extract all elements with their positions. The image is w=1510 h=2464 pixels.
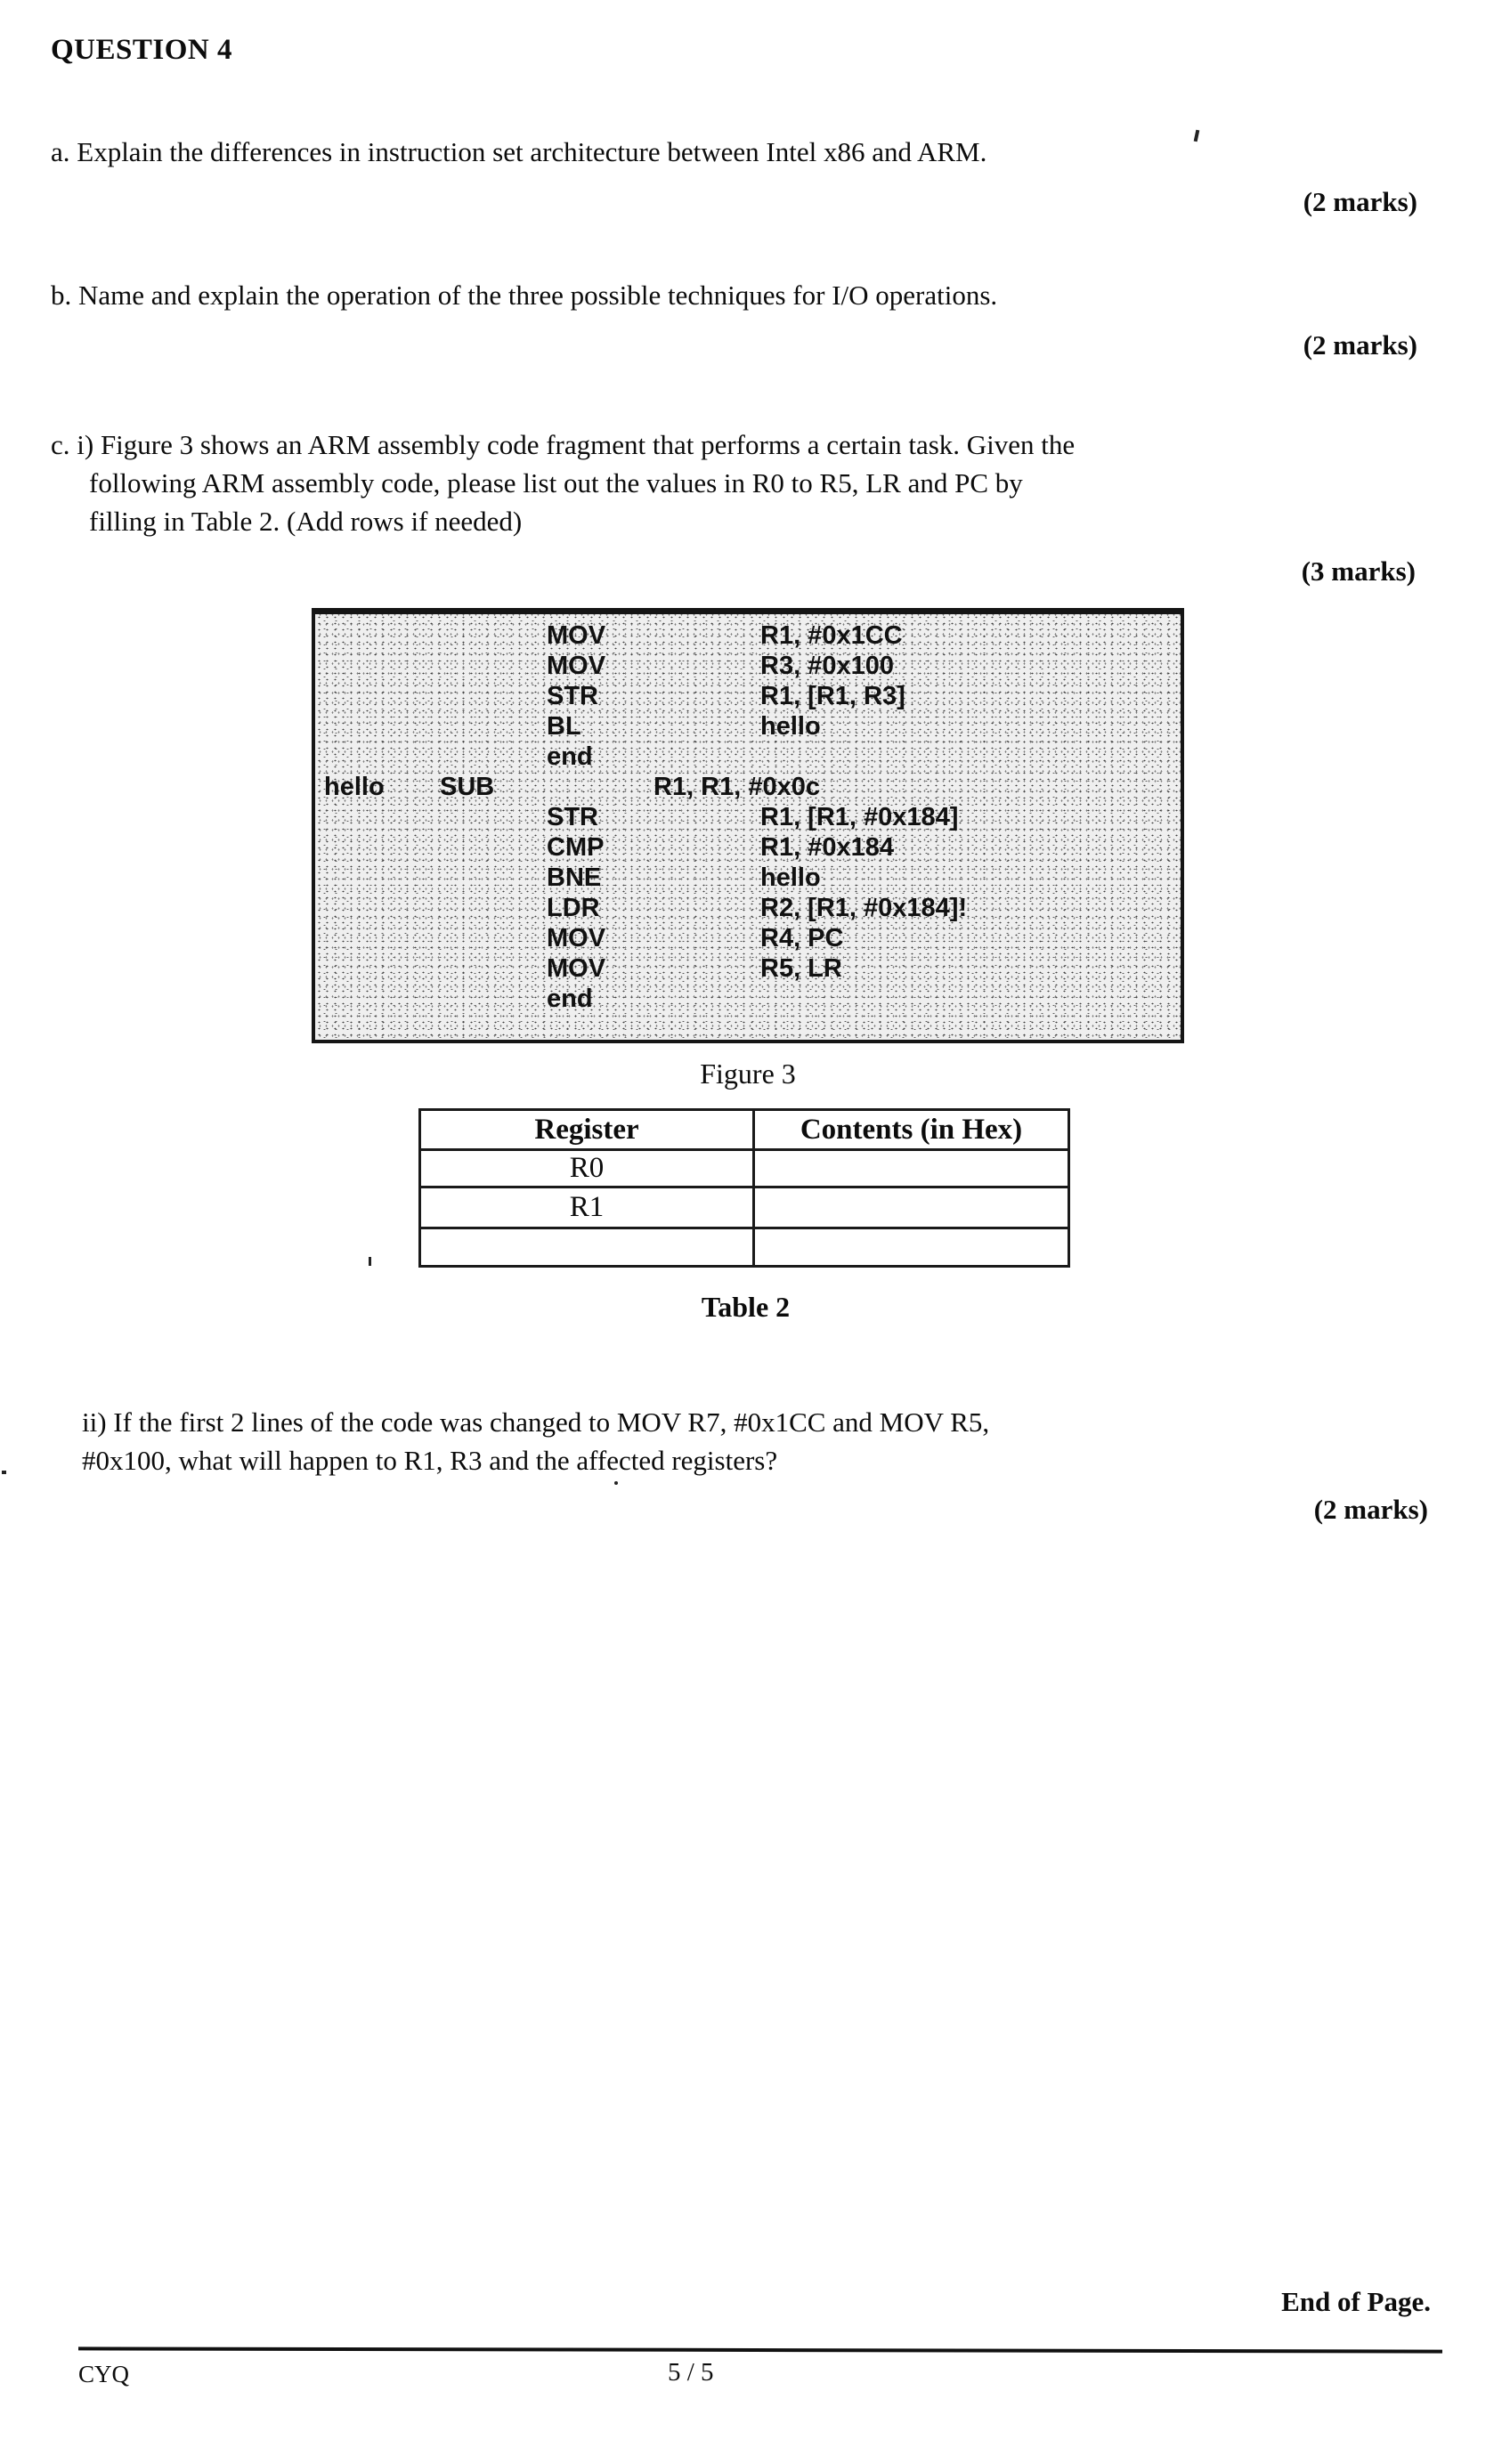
question-b-marks: (2 marks)	[1303, 329, 1417, 361]
code-line	[315, 924, 1181, 954]
footer-author-initials: CYQ	[78, 2361, 130, 2387]
code-line	[315, 833, 1181, 863]
code-operands: R1, #0x1CC	[760, 621, 903, 650]
code-line-hello-label	[315, 773, 1181, 803]
table-row	[420, 1228, 1069, 1267]
code-opcode: MOV	[547, 652, 606, 680]
code-line	[315, 985, 1181, 1015]
code-operands: R2, [R1, #0x184]!	[760, 894, 968, 922]
question-b-text: b. Name and explain the operation of the three possible techniques for I/O operations.	[51, 280, 998, 311]
code-opcode: SUB	[440, 773, 495, 801]
table-row	[420, 1150, 1069, 1187]
register-cell: R0	[420, 1150, 754, 1187]
question-title: QUESTION 4	[51, 34, 232, 66]
code-line	[315, 863, 1181, 894]
question-c-i-line-1: c. i) Figure 3 shows an ARM assembly code fragment that performs a certain task. Given the	[51, 429, 1076, 460]
code-opcode: BL	[547, 712, 581, 741]
question-c-ii-line-1: ii) If the first 2 lines of the code was changed to MOV R7, #0x1CC and MOV R5,	[82, 1406, 990, 1438]
code-line	[315, 621, 1181, 652]
end-of-page-note: End of Page.	[1281, 2286, 1431, 2317]
code-operands: hello	[760, 863, 821, 892]
code-line	[315, 652, 1181, 682]
figure-3-caption: Figure 3	[700, 1058, 796, 1090]
question-a-marks: (2 marks)	[1303, 186, 1417, 217]
figure-3-code-box	[312, 608, 1184, 1043]
table-row	[420, 1187, 1069, 1228]
footer-divider-line	[78, 2346, 1442, 2353]
code-operands: R1, [R1, #0x184]	[760, 803, 959, 831]
code-operands: R4, PC	[760, 924, 844, 952]
code-operands: R5, LR	[760, 954, 842, 983]
code-operands: hello	[760, 712, 821, 741]
question-c-i-line-3: filling in Table 2. (Add rows if needed)	[89, 506, 523, 537]
footer-page-number: 5 / 5	[668, 2358, 714, 2387]
code-label: hello	[324, 773, 385, 801]
question-c-ii-marks: (2 marks)	[1313, 1494, 1428, 1525]
scan-noise-mark	[1194, 130, 1200, 142]
contents-cell	[754, 1150, 1069, 1187]
code-opcode: end	[547, 985, 593, 1013]
table-2-registers	[418, 1108, 1070, 1268]
code-operands: R1, #0x184	[760, 833, 894, 862]
code-opcode: STR	[547, 682, 598, 710]
question-a-text: a. Explain the differences in instruction set architecture between Intel x86 and ARM.	[51, 136, 987, 167]
code-opcode: CMP	[547, 833, 605, 862]
table-header-row	[420, 1110, 1069, 1150]
code-opcode: MOV	[547, 621, 606, 650]
code-operands: R3, #0x100	[760, 652, 894, 680]
scan-noise-mark	[614, 1481, 618, 1485]
question-c-ii-line-2: #0x100, what will happen to R1, R3 and the affected registers?	[82, 1445, 778, 1476]
table-header-contents: Contents (in Hex)	[754, 1110, 1069, 1150]
code-opcode: BNE	[547, 863, 602, 892]
code-line	[315, 894, 1181, 924]
code-line	[315, 742, 1181, 773]
question-c-i-marks: (3 marks)	[1301, 555, 1416, 587]
code-opcode: STR	[547, 803, 598, 831]
code-line	[315, 712, 1181, 742]
code-line	[315, 803, 1181, 833]
code-opcode: LDR	[547, 894, 600, 922]
table-header-register: Register	[420, 1110, 754, 1150]
code-line	[315, 682, 1181, 712]
question-c-i-line-2: following ARM assembly code, please list out the values in R0 to R5, LR and PC by	[89, 467, 1023, 498]
code-operands: R1, R1, #0x0c	[654, 773, 821, 801]
scan-noise-mark	[2, 1471, 6, 1474]
contents-cell	[754, 1187, 1069, 1228]
code-opcode: MOV	[547, 954, 606, 983]
code-operands: R1, [R1, R3]	[760, 682, 905, 710]
register-cell: R1	[420, 1187, 754, 1228]
code-line	[315, 954, 1181, 985]
code-opcode: end	[547, 742, 593, 771]
contents-cell	[754, 1228, 1069, 1267]
scan-noise-mark	[369, 1257, 371, 1266]
code-opcode: MOV	[547, 924, 606, 952]
register-cell	[420, 1228, 754, 1267]
table-2-caption: Table 2	[701, 1291, 791, 1323]
